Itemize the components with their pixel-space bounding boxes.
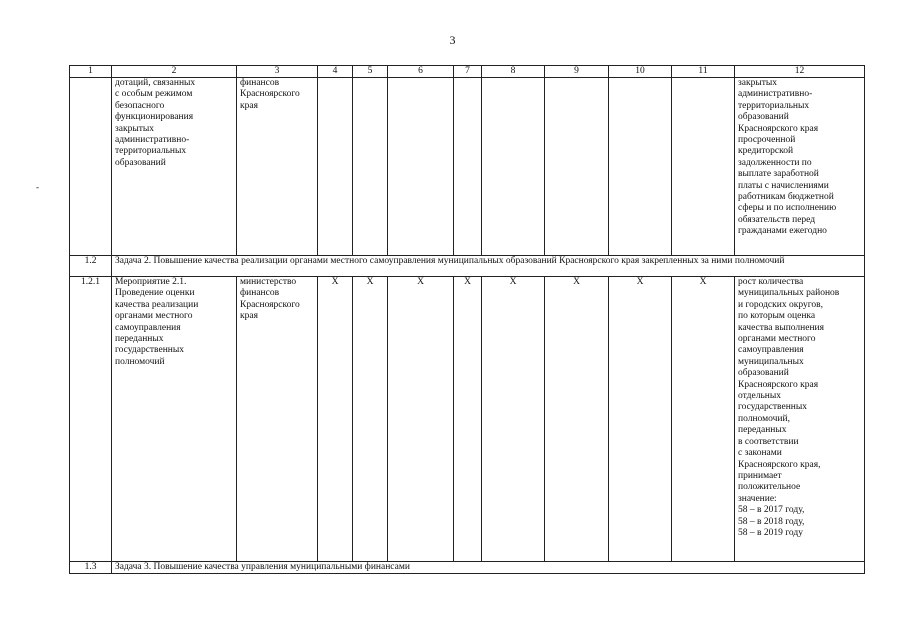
column-header: 3 [237,66,318,78]
x-mark-cell: Х [353,277,388,562]
responsible-cell: финансов Красноярского края [237,78,318,256]
column-header: 8 [482,66,545,78]
column-header: 5 [353,66,388,78]
page-number: 3 [449,33,456,47]
empty-cell [672,78,735,256]
task-row [70,562,865,574]
row-number-cell: 1.3 [70,562,112,574]
measure-name-cell: Мероприятие 2.1. Проведение оценки качества реализации органами местного самоуправления переданных государственных полномочий [112,277,237,562]
empty-cell [545,78,609,256]
column-header: 1 [70,66,112,78]
empty-cell [454,78,482,256]
measure-name-cell: дотаций, связанных с особым режимом безопасного функционирования закрытых административно- территориальных образований [112,78,237,256]
stray-mark: - [36,182,39,192]
empty-cell [482,78,545,256]
table-row [70,78,865,256]
x-mark-cell: Х [609,277,672,562]
x-mark-cell: Х [388,277,454,562]
x-mark-cell: Х [545,277,609,562]
x-mark-cell: Х [482,277,545,562]
task-title-cell: Задача 2. Повышение качества реализации органами местного самоуправления муниципальных образований Красноярского края закрепленных за ними полномочий [112,256,865,277]
column-header: 9 [545,66,609,78]
row-number-cell [70,78,112,256]
empty-cell [353,78,388,256]
responsible-cell: министерство финансов Красноярского края [237,277,318,562]
empty-cell [388,78,454,256]
column-header: 7 [454,66,482,78]
column-header: 10 [609,66,672,78]
x-mark-cell: Х [318,277,353,562]
column-number-row [70,66,865,78]
x-mark-cell: Х [672,277,735,562]
expected-result-cell: рост количества муниципальных районов и городских округов, по которым оценка качества выполнения органами местного самоуправления муниципальных образований Красноярского края отдельных государственных полномочий, переданных в соответствии с законами Красноярского края, принимает положительное значение: 58 – в 2017 году, 58 – в 2018 году, 58 – в 2019 году [735,277,865,562]
column-header: 4 [318,66,353,78]
column-header: 6 [388,66,454,78]
task-row [70,256,865,277]
empty-cell [609,78,672,256]
column-header: 12 [735,66,865,78]
table-row [70,277,865,562]
empty-cell [318,78,353,256]
column-header: 11 [672,66,735,78]
task-title-cell: Задача 3. Повышение качества управления муниципальными финансами [112,562,865,574]
program-table [69,65,865,574]
expected-result-cell: закрытых административно- территориальных образований Красноярского края просроченной кредиторской задолженности по выплате заработной платы с начислениями работникам бюджетной сферы и по исполнению обязательств перед гражданами ежегодно [735,78,865,256]
x-mark-cell: Х [454,277,482,562]
column-header: 2 [112,66,237,78]
row-number-cell: 1.2.1 [70,277,112,562]
row-number-cell: 1.2 [70,256,112,277]
